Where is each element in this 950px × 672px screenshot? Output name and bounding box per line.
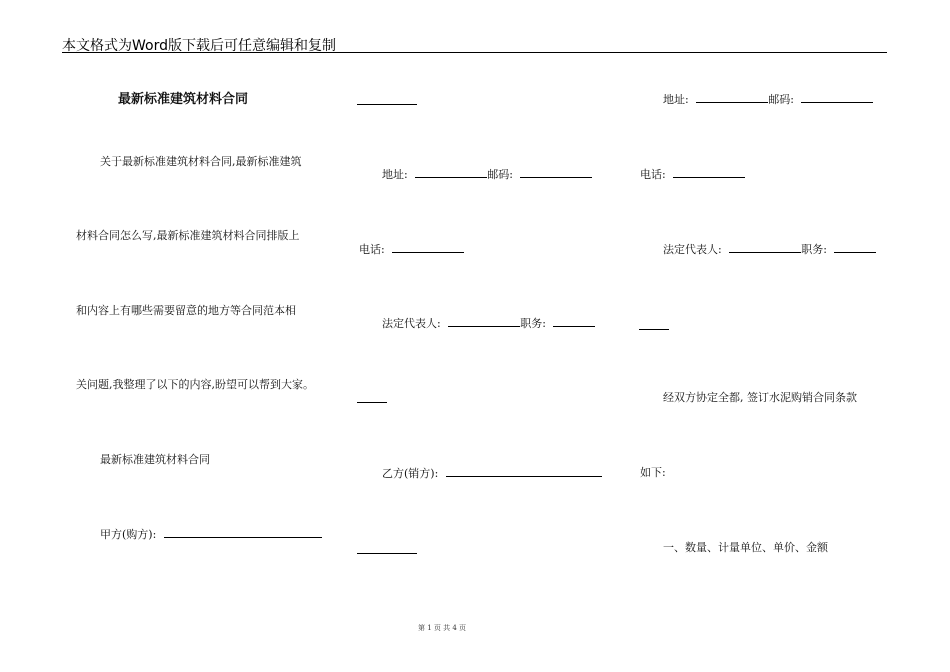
party-a-blank: [164, 527, 322, 538]
blank-line: [357, 402, 387, 403]
party-a-rep-row: [382, 316, 595, 331]
party-b-rep-row: [663, 242, 876, 257]
rep-label: 法定代表人:: [663, 243, 722, 256]
blank-line: [357, 104, 417, 105]
document-title: 最新标准建筑材料合同: [118, 92, 249, 107]
address-blank: [696, 92, 768, 103]
contract-subtitle: 最新标准建筑材料合同: [100, 453, 210, 466]
address-label: 地址:: [382, 168, 408, 181]
blank-line: [357, 553, 417, 554]
phone-blank: [673, 167, 745, 178]
address-label: 地址:: [663, 93, 689, 106]
party-b-address-row: [663, 92, 873, 107]
position-label: 职务:: [520, 317, 546, 330]
rep-blank: [448, 316, 520, 327]
intro-line-3: 和内容上有哪些需要留意的地方等合同范本相: [76, 304, 296, 317]
intro-line-2: 材料合同怎么写,最新标准建筑材料合同排版上: [76, 229, 300, 242]
intro-line-4: 关问题,我整理了以下的内容,盼望可以帮到大家。: [76, 378, 314, 391]
party-b-phone-row: [640, 167, 745, 182]
blank-line: [639, 329, 669, 330]
party-a-phone-row: [359, 242, 464, 257]
party-a-label: 甲方(购方):: [100, 528, 157, 541]
party-a-address-row: [382, 167, 592, 182]
page-number: 第 1 页 共 4 页: [417, 624, 467, 632]
section-1-heading: 一、数量、计量单位、单价、金额: [663, 541, 828, 554]
rep-blank: [729, 242, 801, 253]
postcode-blank: [801, 92, 873, 103]
position-label: 职务:: [801, 243, 827, 256]
phone-label: 电话:: [359, 243, 385, 256]
party-b-blank: [446, 466, 602, 477]
phone-blank: [392, 242, 464, 253]
party-b-row: [382, 466, 602, 481]
rep-label: 法定代表人:: [382, 317, 441, 330]
phone-label: 电话:: [640, 168, 666, 181]
position-blank: [553, 316, 595, 327]
party-b-label: 乙方(销方):: [382, 467, 439, 480]
document-header: 本文格式为Word版下载后可任意编辑和复制: [62, 38, 336, 54]
as-follows-text: 如下:: [640, 466, 666, 479]
position-blank: [834, 242, 876, 253]
header-divider: [62, 52, 887, 53]
agreement-text: 经双方协定全都, 签订水泥购销合同条款: [663, 391, 857, 404]
party-a-row: [100, 527, 322, 542]
postcode-label: 邮码:: [487, 168, 513, 181]
postcode-blank: [520, 167, 592, 178]
postcode-label: 邮码:: [768, 93, 794, 106]
address-blank: [415, 167, 487, 178]
intro-line-1: 关于最新标准建筑材料合同,最新标准建筑: [100, 155, 302, 168]
